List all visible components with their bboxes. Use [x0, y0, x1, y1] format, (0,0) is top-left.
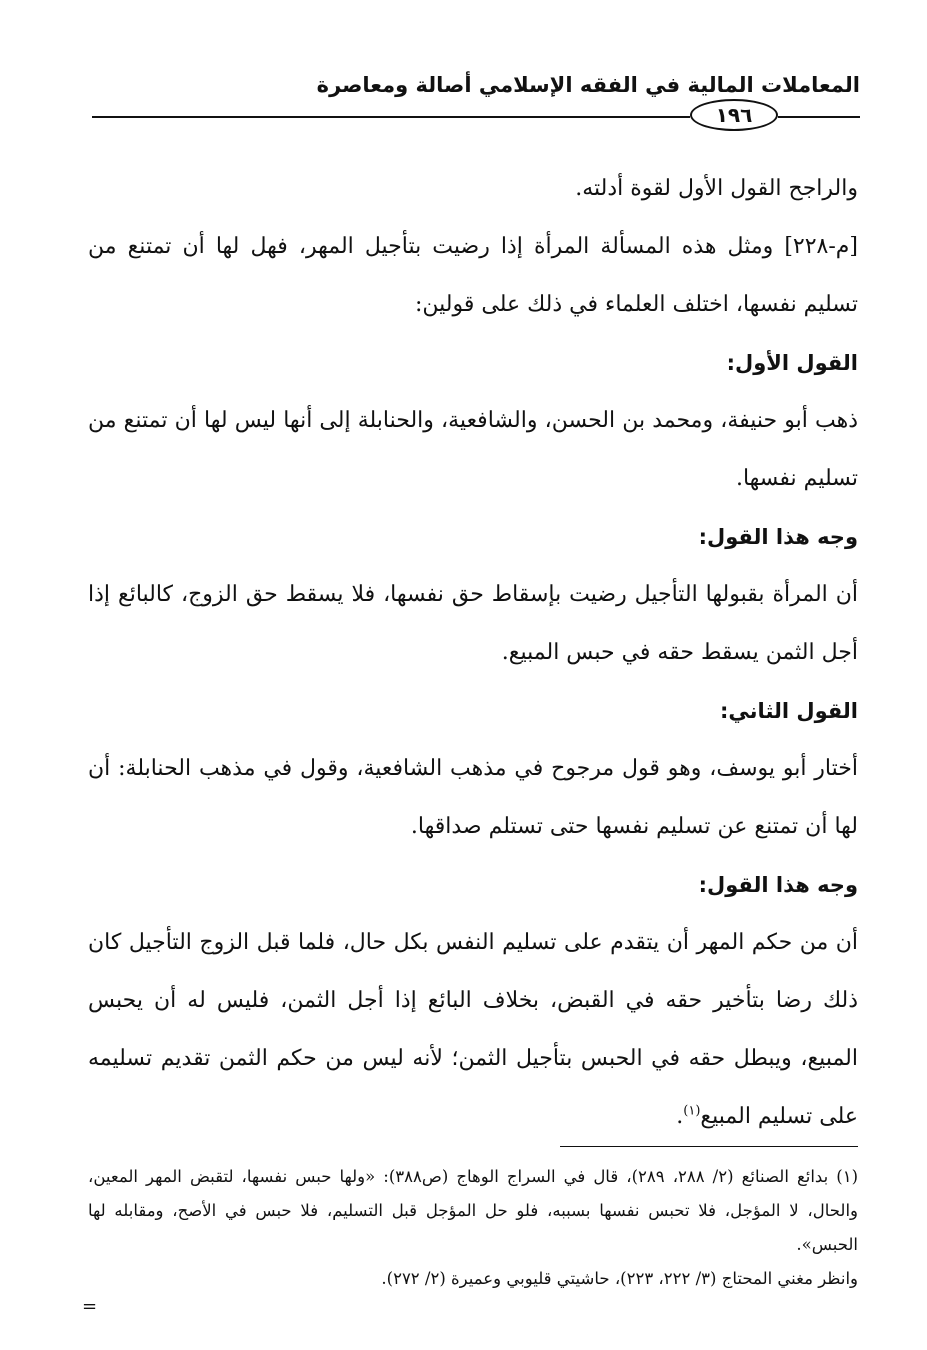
paragraph-second-reasoning-text: أن من حكم المهر أن يتقدم على تسليم النفس بكل حال، فلما قبل الزوج التأجيل كان ذلك رضا بتأخير حقه في القبض، بخلاف البائع إذا أجل الثمن، فليس له أن يحبس المبيع، ويبطل حقه في الحبس بتأجيل الثمن؛ لأنه ليس من حكم الثمن تقديم تسليمه على تسليم المبيع	[88, 930, 858, 1129]
footnote-1: (١) بدائع الصنائع (٢/ ٢٨٨، ٢٨٩)، قال في السراج الوهاج (ص٣٨٨): «ولها حبس نفسها، لتقبض المهر المعين، والحال، لا المؤجل، فلا تحبس نفسها بسببه، فلو حل المؤجل قبل التسليم، فلا حبس في الأصح، ومقابله لها الحبس».	[88, 1167, 858, 1254]
footnote-1-continued: وانظر مغني المحتاج (٣/ ٢٢٢، ٢٢٣)، حاشيتي قليوبي وعميرة (٢/ ٢٧٢).	[381, 1269, 858, 1288]
main-text	[88, 160, 858, 1146]
paragraph-end-mark: .	[676, 1104, 684, 1129]
header-rule-right	[778, 116, 860, 118]
paragraph-conclusion: والراجح القول الأول لقوة أدلته.	[575, 176, 858, 201]
paragraph-second-reasoning	[88, 914, 858, 1146]
paragraph-second-opinion: أختار أبو يوسف، وهو قول مرجوح في مذهب الشافعية، وقول في مذهب الحنابلة: أن لها أن تمتنع عن تسليم نفسها حتى تستلم صداقها.	[88, 756, 858, 839]
continuation-mark: =	[82, 1296, 98, 1317]
running-title: المعاملات المالية في الفقه الإسلامي أصالة ومعاصرة	[316, 73, 860, 97]
footnote-reference: (١)	[683, 1103, 701, 1119]
paragraph-first-opinion: ذهب أبو حنيفة، ومحمد بن الحسن، والشافعية، والحنابلة إلى أنها ليس لها أن تمتنع من تسليم نفسها.	[88, 408, 858, 491]
heading-second-opinion: القول الثاني:	[720, 699, 858, 723]
footnote-separator	[560, 1146, 858, 1147]
paragraph-first-reasoning: أن المرأة بقبولها التأجيل رضيت بإسقاط حق نفسها، فلا يسقط حق الزوج، كالبائع إذا أجل الثمن يسقط حقه في حبس المبيع.	[88, 582, 858, 665]
heading-first-opinion: القول الأول:	[726, 351, 858, 375]
footnotes	[88, 1160, 858, 1296]
paragraph-issue-228: [م-٢٢٨] ومثل هذه المسألة المرأة إذا رضيت بتأجيل المهر، فهل لها أن تمتنع من تسليم نفسها، اختلف العلماء في ذلك على قولين:	[88, 234, 858, 317]
header-rule-left	[92, 116, 690, 118]
heading-second-reasoning: وجه هذا القول:	[698, 873, 858, 897]
heading-first-reasoning: وجه هذا القول:	[698, 525, 858, 549]
page-number: ١٩٦	[690, 99, 778, 131]
